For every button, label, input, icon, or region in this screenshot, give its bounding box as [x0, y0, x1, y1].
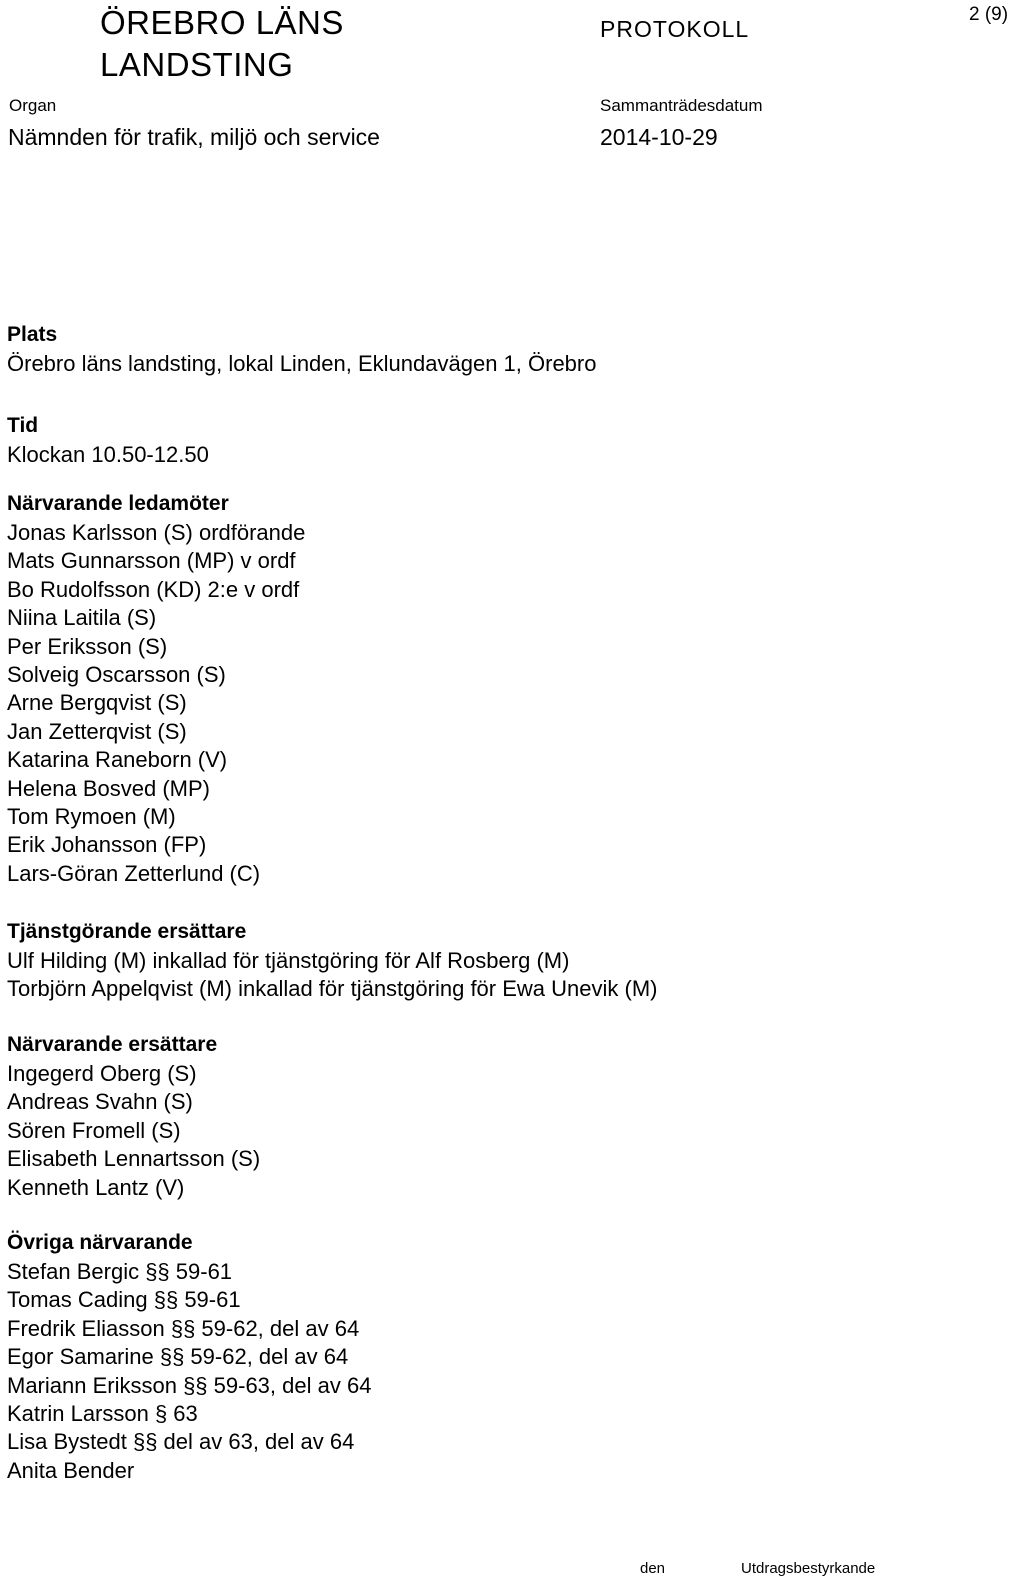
list-item: Torbjörn Appelqvist (M) inkallad för tjänstgöring för Ewa Unevik (M): [7, 976, 658, 1002]
list-item: Mariann Eriksson §§ 59-63, del av 64: [7, 1372, 372, 1398]
list-item: Elisabeth Lennartsson (S): [7, 1146, 261, 1172]
section-narvarande-ledamoter: [7, 489, 305, 888]
section-heading: Övriga närvarande: [7, 1231, 193, 1254]
section-heading: Plats: [7, 323, 58, 346]
list-item: Ingegerd Oberg (S): [7, 1061, 197, 1086]
section-ovriga-narvarande: [7, 1228, 371, 1485]
list-item: Tomas Cading §§ 59-61: [7, 1287, 241, 1313]
footer-den: den: [640, 1560, 666, 1577]
list-item: Jonas Karlsson (S) ordförande: [7, 520, 306, 545]
organ-label: Organ: [9, 96, 57, 115]
section-heading: Närvarande ersättare: [7, 1033, 218, 1056]
section-narvarande-ersattare: [7, 1030, 260, 1202]
list-item: Katrin Larsson § 63: [7, 1401, 198, 1427]
list-item: Bo Rudolfsson (KD) 2:e v ordf: [7, 576, 300, 602]
list-item: Jan Zetterqvist (S): [7, 718, 187, 744]
section-heading: Tid: [7, 414, 39, 437]
list-item: Anita Bender: [7, 1457, 135, 1483]
plats-line: Örebro läns landsting, lokal Linden, Eklundavägen 1, Örebro: [7, 351, 597, 376]
list-item: Lisa Bystedt §§ del av 63, del av 64: [7, 1429, 355, 1455]
tid-line: Klockan 10.50-12.50: [7, 442, 209, 467]
org-name-line2: LANDSTING: [100, 46, 294, 83]
list-item: Mats Gunnarsson (MP) v ordf: [7, 548, 296, 574]
organ-value: Nämnden för trafik, miljö och service: [8, 124, 380, 150]
list-item: Katarina Raneborn (V): [7, 747, 228, 773]
section-tid: [7, 411, 209, 469]
document-type: PROTOKOLL: [600, 16, 750, 42]
section-heading: Tjänstgörande ersättare: [7, 920, 247, 943]
list-item: Egor Samarine §§ 59-62, del av 64: [7, 1344, 349, 1370]
org-name-line1: ÖREBRO LÄNS: [100, 4, 344, 41]
footer-utdragsbestyrkande: Utdragsbestyrkande: [741, 1560, 876, 1577]
page-number: 2 (9): [969, 4, 1009, 25]
list-item: Lars-Göran Zetterlund (C): [7, 860, 261, 886]
date-label: Sammanträdesdatum: [600, 96, 763, 115]
section-tjanstgorande-ersattare: [7, 917, 657, 1004]
list-item: Tom Rymoen (M): [7, 804, 176, 830]
section-plats: [7, 320, 596, 378]
list-item: Ulf Hilding (M) inkallad för tjänstgöring för Alf Rosberg (M): [7, 948, 570, 973]
list-item: Stefan Bergic §§ 59-61: [7, 1259, 233, 1284]
list-item: Niina Laitila (S): [7, 605, 157, 631]
list-item: Andreas Svahn (S): [7, 1089, 193, 1115]
list-item: Sören Fromell (S): [7, 1117, 181, 1143]
list-item: Solveig Oscarsson (S): [7, 662, 226, 688]
list-item: Arne Bergqvist (S): [7, 690, 187, 716]
list-item: Per Eriksson (S): [7, 633, 168, 659]
list-item: Kenneth Lantz (V): [7, 1174, 185, 1200]
section-heading: Närvarande ledamöter: [7, 492, 229, 515]
list-item: Erik Johansson (FP): [7, 832, 207, 858]
date-value: 2014-10-29: [600, 124, 718, 150]
list-item: Fredrik Eliasson §§ 59-62, del av 64: [7, 1315, 360, 1341]
list-item: Helena Bosved (MP): [7, 775, 210, 801]
